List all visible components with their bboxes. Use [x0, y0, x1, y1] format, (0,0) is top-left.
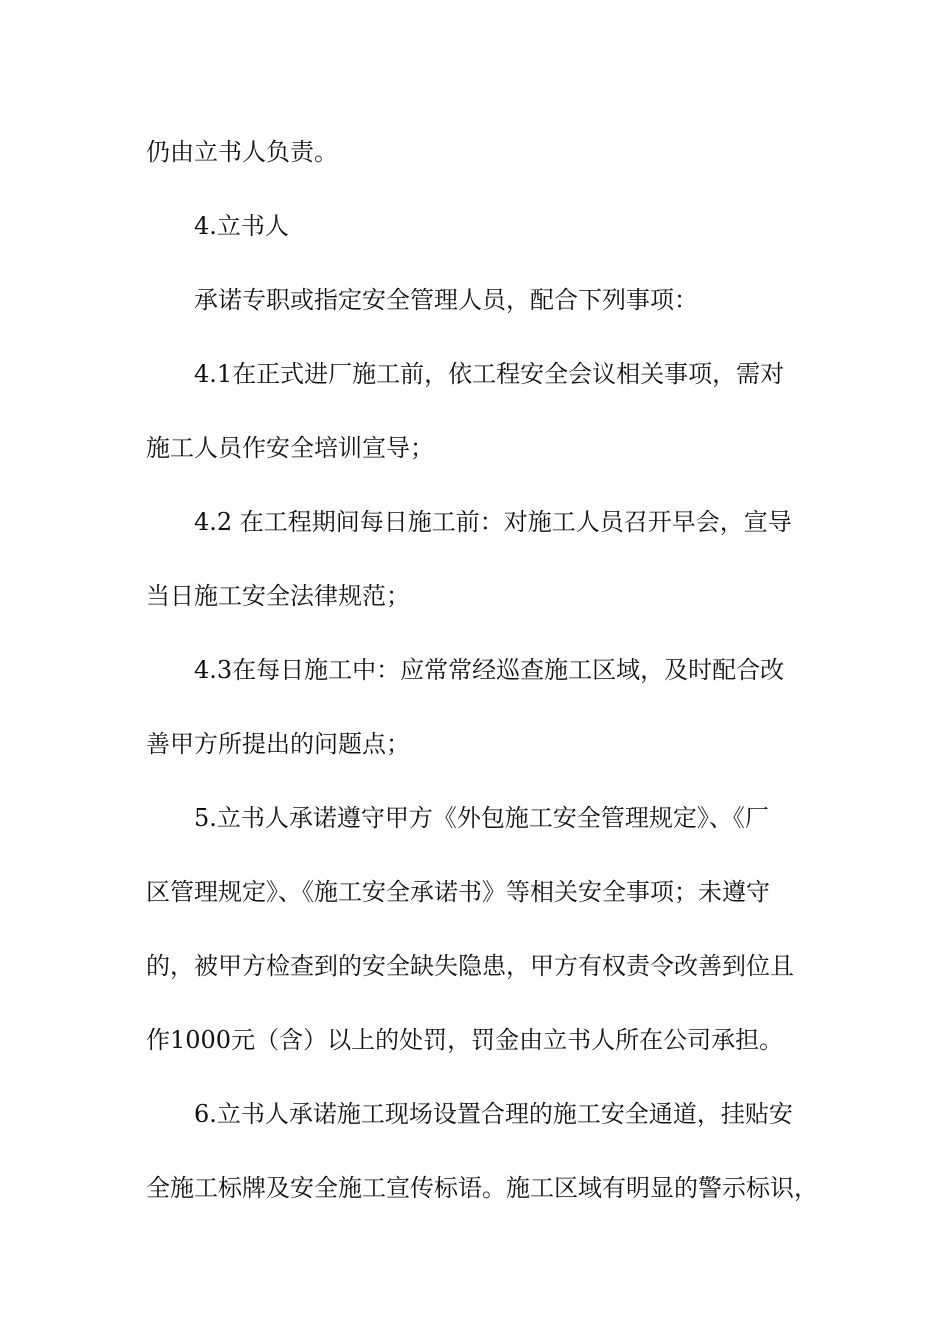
text-line: 承诺专职或指定安全管理人员，配合下列事项：: [194, 286, 698, 314]
section-heading: 4.立书人: [194, 212, 289, 240]
text-line: 4.2 在工程期间每日施工前：对施工人员召开早会，宣导: [194, 508, 792, 536]
text-line: 施工人员作安全培训宣导；: [146, 434, 434, 462]
text-line: 4.1在正式进厂施工前，依工程安全会议相关事项，需对: [194, 360, 785, 388]
text-line: 区管理规定》、《施工安全承诺书》等相关安全事项；未遵守: [146, 878, 770, 906]
text-line: 4.3在每日施工中：应常常经巡查施工区域，及时配合改: [194, 656, 785, 684]
text-line: 的，被甲方检查到的安全缺失隐患，甲方有权责令改善到位且: [146, 952, 794, 980]
text-line: 当日施工安全法律规范；: [146, 582, 410, 610]
text-line: 善甲方所提出的问题点；: [146, 730, 410, 758]
text-line: 作1000元（含）以上的处罚，罚金由立书人所在公司承担。: [146, 1026, 784, 1054]
text-line: 5.立书人承诺遵守甲方《外包施工安全管理规定》、《厂: [194, 804, 769, 832]
text-line: 6.立书人承诺施工现场设置合理的施工安全通道，挂贴安: [194, 1100, 793, 1128]
document-body: [146, 132, 816, 1242]
text-line: 仍由立书人负责。: [146, 138, 338, 166]
text-line: 全施工标牌及安全施工宣传标语。施工区域有明显的警示标识，: [146, 1174, 818, 1202]
